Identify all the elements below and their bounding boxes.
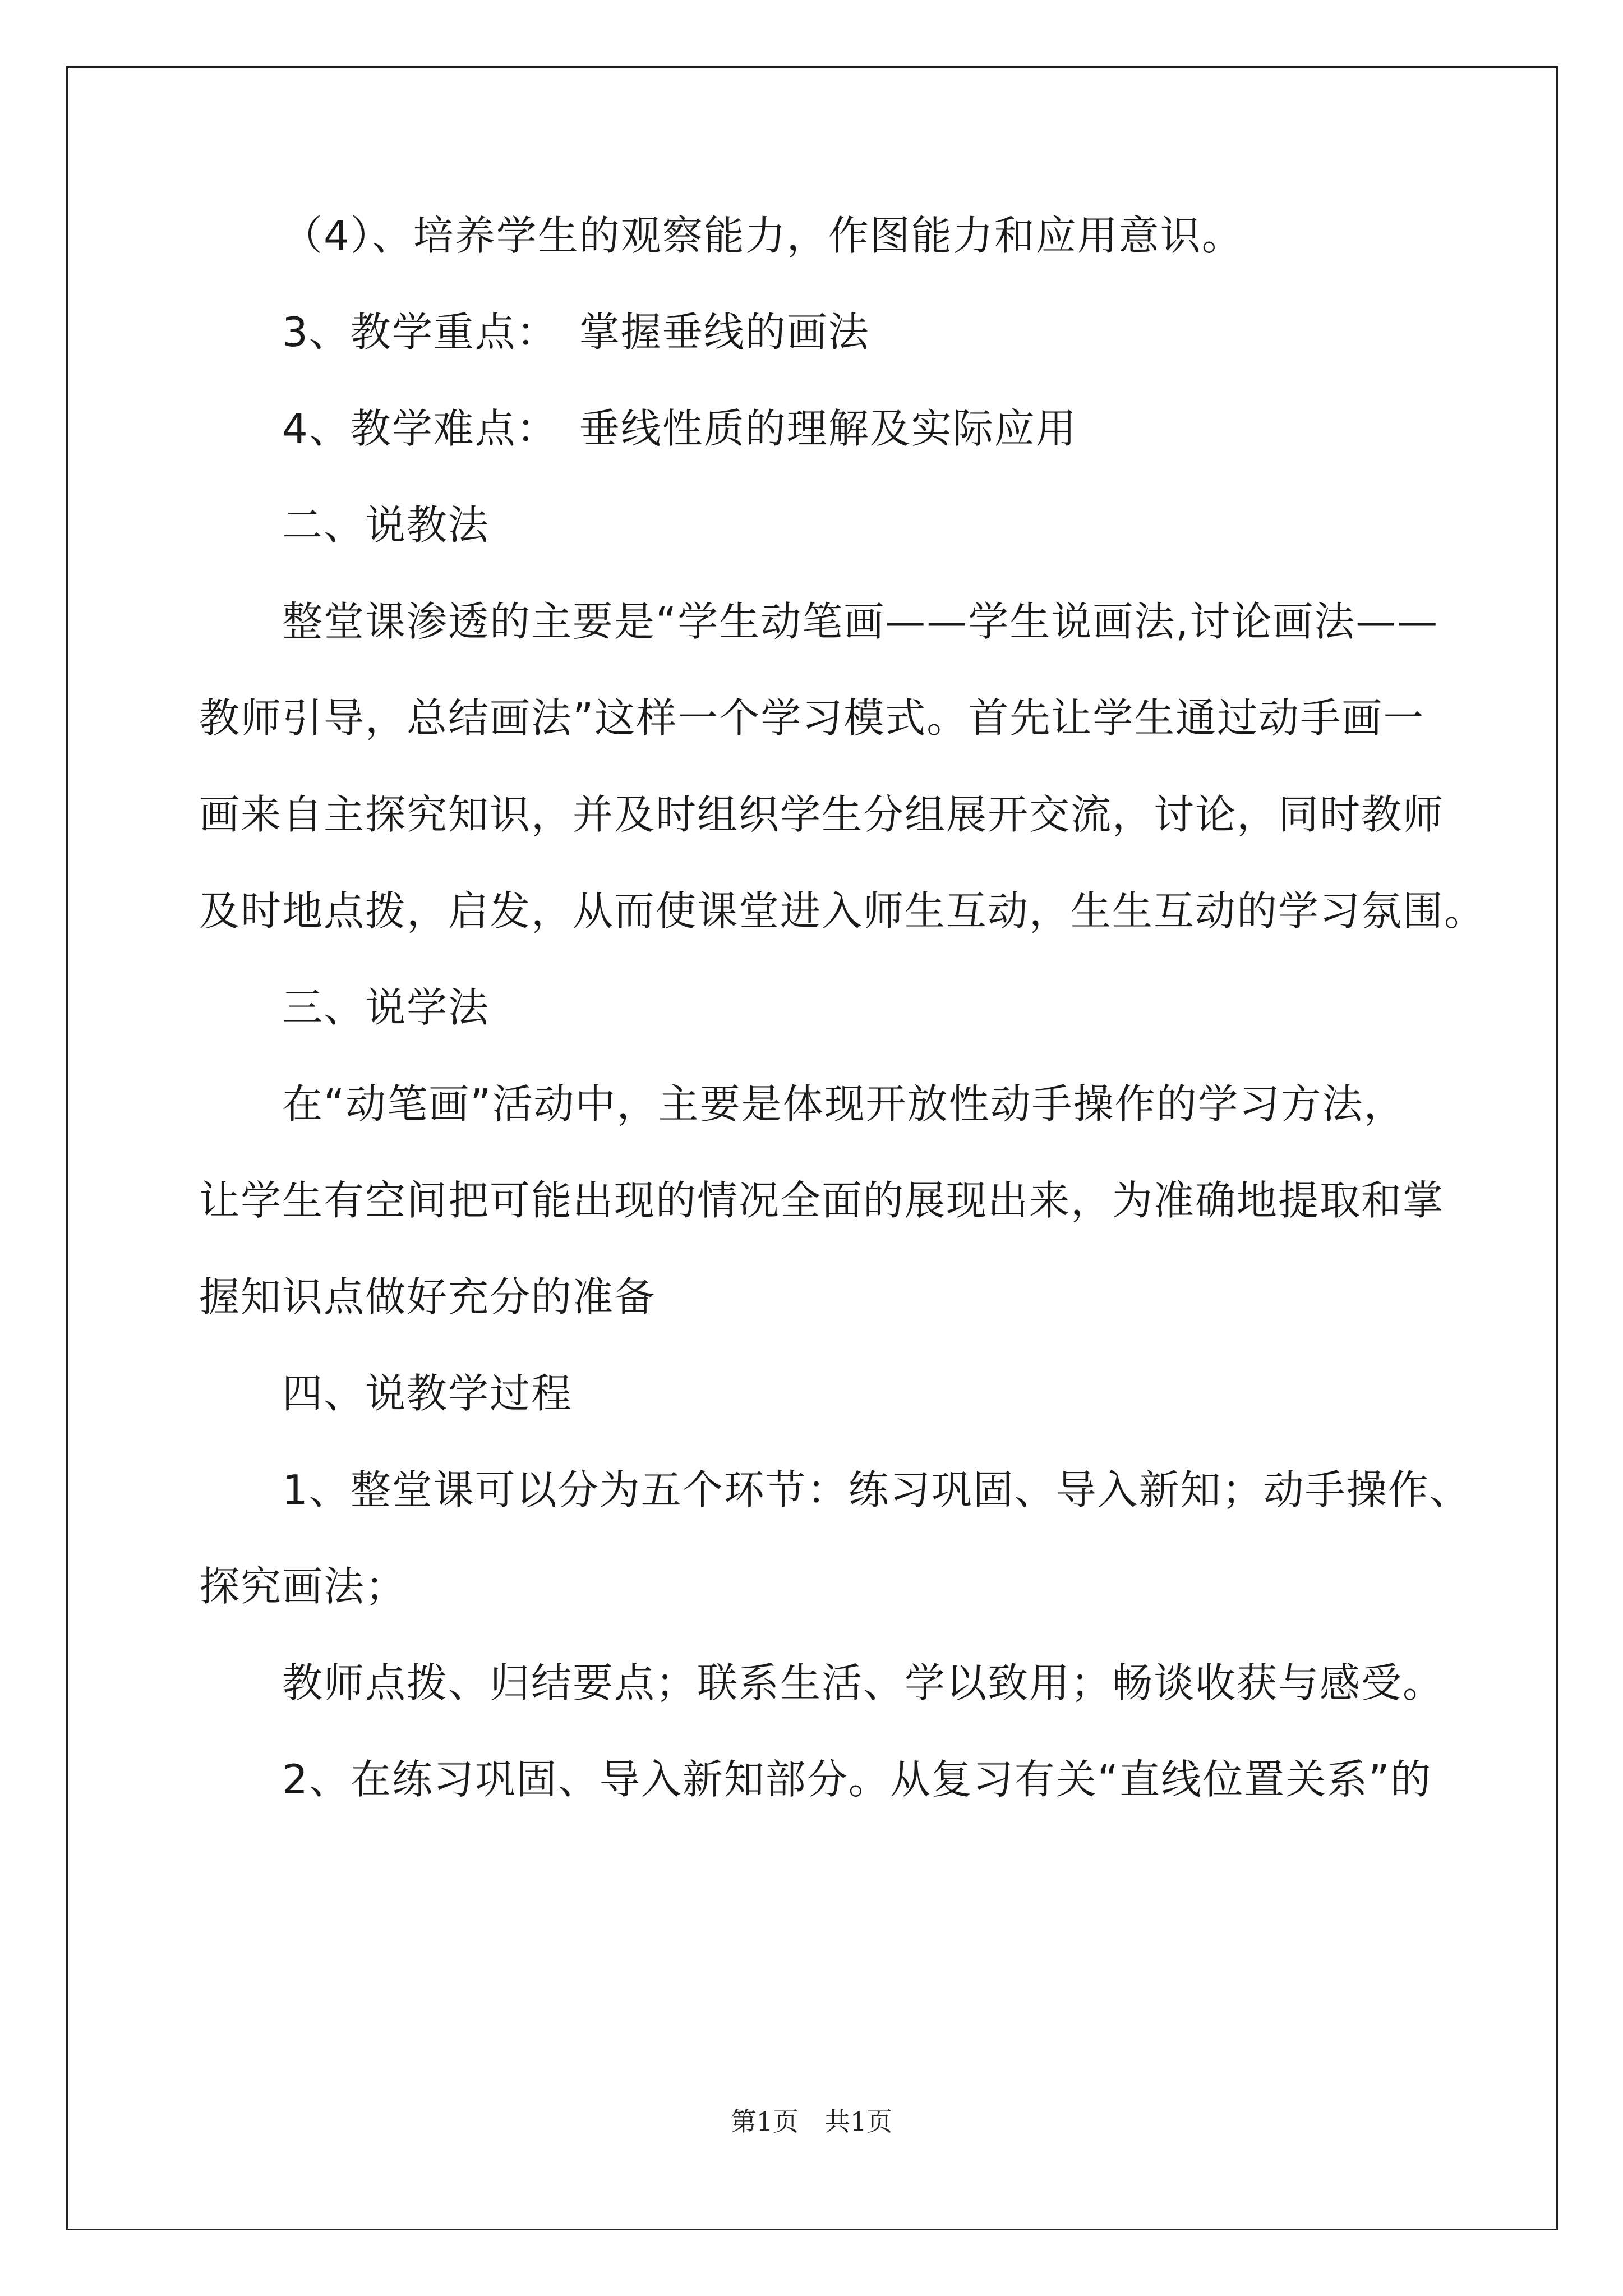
page-number-footer: 第1页 共1页 [730, 2106, 893, 2137]
paragraph-line: 整堂课渗透的主要是“学生动笔画——学生说画法,讨论画法—— [282, 598, 1439, 645]
paragraph-line: 握知识点做好充分的准备 [199, 1273, 656, 1320]
paragraph-line: 及时地点拨，启发，从而使课堂进入师生互动，生生互动的学习氛围。 [199, 887, 1486, 935]
paragraph-line: 探究画法； [199, 1563, 407, 1610]
paragraph-line: 3、教学重点： 掌握垂线的画法 [282, 309, 870, 356]
paragraph-line: 2、在练习巩固、导入新知部分。从复习有关“直线位置关系”的 [282, 1756, 1432, 1803]
paragraph-line: 教师点拨、归结要点；联系生活、学以致用；畅谈收获与感受。 [282, 1659, 1445, 1706]
paragraph-line: 画来自主探究知识，并及时组织学生分组展开交流，讨论，同时教师 [199, 791, 1445, 838]
paragraph-line: 1、整堂课可以分为五个环节：练习巩固、导入新知；动手操作、 [282, 1466, 1471, 1513]
section-heading: 二、说教法 [282, 501, 490, 549]
paragraph-line: 4、教学难点： 垂线性质的理解及实际应用 [282, 405, 1077, 452]
section-heading: 三、说学法 [282, 984, 490, 1031]
section-heading: 四、说教学过程 [282, 1370, 573, 1417]
paragraph-line: 在“动笔画”活动中，主要是体现开放性动手操作的学习方法， [282, 1080, 1405, 1128]
paragraph-line: 教师引导，总结画法”这样一个学习模式。首先让学生通过动手画一 [199, 694, 1425, 742]
paragraph-line: 让学生有空间把可能出现的情况全面的展现出来，为准确地提取和掌 [199, 1177, 1445, 1224]
paragraph-line: （4）、培养学生的观察能力，作图能力和应用意识。 [282, 212, 1243, 259]
page-border [66, 66, 1558, 2230]
